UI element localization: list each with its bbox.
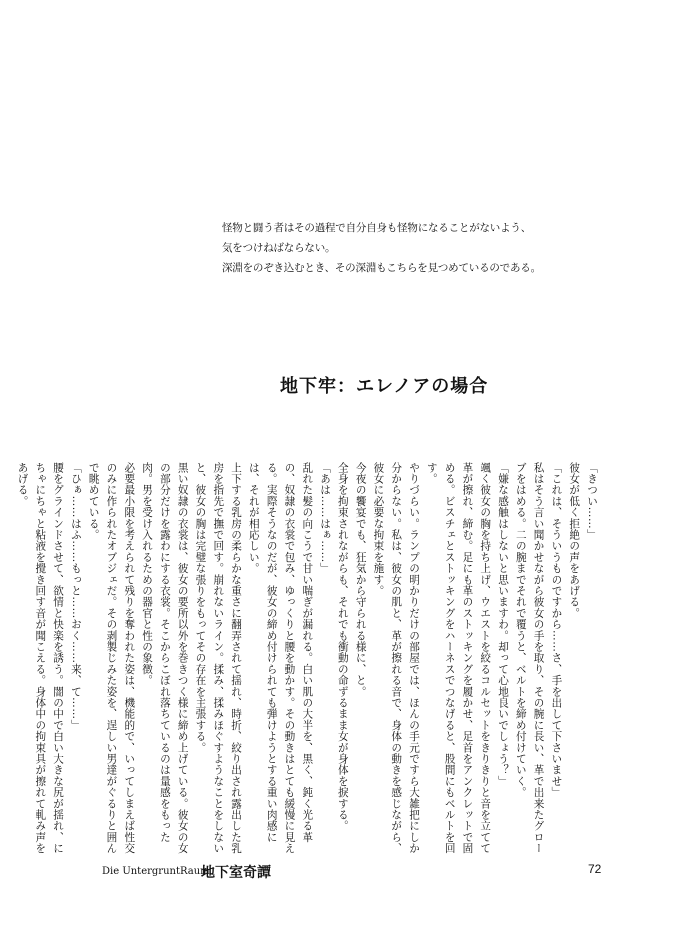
body-paragraph: 腰をグラインドさせて、欲情と快楽を誘う。闇の中で白い大きな尻が揺れ、にちゃにちゃと粘液を攪き回す音が聞こえる。身体中の拘束具が擦れて軋み声をあげる。 — [16, 462, 65, 854]
body-paragraph: 「ひぁ……はふ……もっと……おく……来、て……」 — [69, 462, 82, 731]
chapter-title: 地下牢：エレノアの場合 — [280, 376, 489, 397]
body-paragraph: 黒い奴隷の衣裳は、彼女の要所以外を巻きつく様に締め上げている。彼女の女の部分だけを露わにする衣裳。そこからこぼれ落ちているのは量感をもった肉。男を受け入れるための器官と性の象徴。 — [141, 462, 189, 854]
body-text — [16, 462, 600, 862]
running-footer-title: 地下室奇譚 — [201, 865, 271, 881]
body-paragraph: 「きつい……」 — [586, 462, 598, 541]
body-paragraph: 彼女が低く拒絶の声をあげる。 — [568, 462, 581, 619]
body-paragraph: 上下する乳房の柔らかな重さに翻弄されて揺れ、時折、絞り出され露出した乳房を指先で撫で回す。崩れないライン。揉み、揉みほぐすようなことをしないと、彼女の胸は完璧な張りをもってその存在を主張する。 — [194, 462, 243, 854]
running-footer-latin: Die UntergruntRaum — [102, 866, 210, 877]
body-paragraph: 私はそう言い聞かせながら彼女の手を取り、その腕に長い、革で出来たグローブをはめる。二の腕までそれで覆うと、ベルトを締め付けていく。 — [514, 462, 545, 854]
body-paragraph: 颯く彼女の胸を持ち上げ、ウエストを絞るコルセットをきりきりと音を立てて革が擦れ、締む。足にも革のストッキングを履かせ、足首をアンクレットで固める。ビスチェとストッキングをハーネスでつなげると、股間にもベルトを回す。 — [425, 462, 492, 854]
body-paragraph: やりづらい。ランプの明かりだけの部屋では、ほんの手元ですら大雑把にしか分からない。私は、彼女の肌と、革が擦れる音で、身体の動きを感じながら、彼女に必要な拘束を施す。 — [372, 462, 421, 854]
body-paragraph: 「これは、そういうものですから……さ、手を出して下さいませ」 — [550, 462, 563, 798]
body-paragraph: 必要最小限を考えられて残りを奪われた姿は、機能的で、いってしまえば性交のみに作られたオブジェだ。その剥製じみた姿を、逞しい男達がぐるりと囲んで眺めている。 — [87, 462, 136, 854]
epigraph-line: 気をつけねばならない。 — [222, 242, 336, 254]
body-paragraph: 今夜の饗宴でも、狂気から守られる様に、と。 — [354, 462, 367, 698]
body-paragraph: 全身を拘束されながらも、それでも衝動の命ずるまま女が身体を捩する。 — [336, 462, 349, 832]
epigraph-line: 怪物と闘う者はその過程で自分自身も怪物になることがないよう、 — [222, 222, 531, 234]
body-paragraph: 乱れた髪の向こうで甘い喘ぎが漏れる。白い肌の大半を、黒く、鈍く光る革の、奴隷の衣裳で包み、ゆっくりと腰を動かす。その動きはとても緩慢に見える。実際そうなのだが、彼女の締め付けられても弾けようとする重い肉感には、それが相応しい。 — [247, 462, 314, 854]
epigraph — [222, 218, 552, 278]
page-number: 72 — [588, 862, 602, 876]
epigraph-line: 深淵をのぞき込むとき、その深淵もこちらを見つめているのである。 — [222, 262, 541, 274]
body-paragraph: 「嫌な感触はしないと思いますわ。却って心地良いでしょう？」 — [497, 462, 510, 787]
body-paragraph: 「あは……はぁ……」 — [319, 462, 332, 574]
